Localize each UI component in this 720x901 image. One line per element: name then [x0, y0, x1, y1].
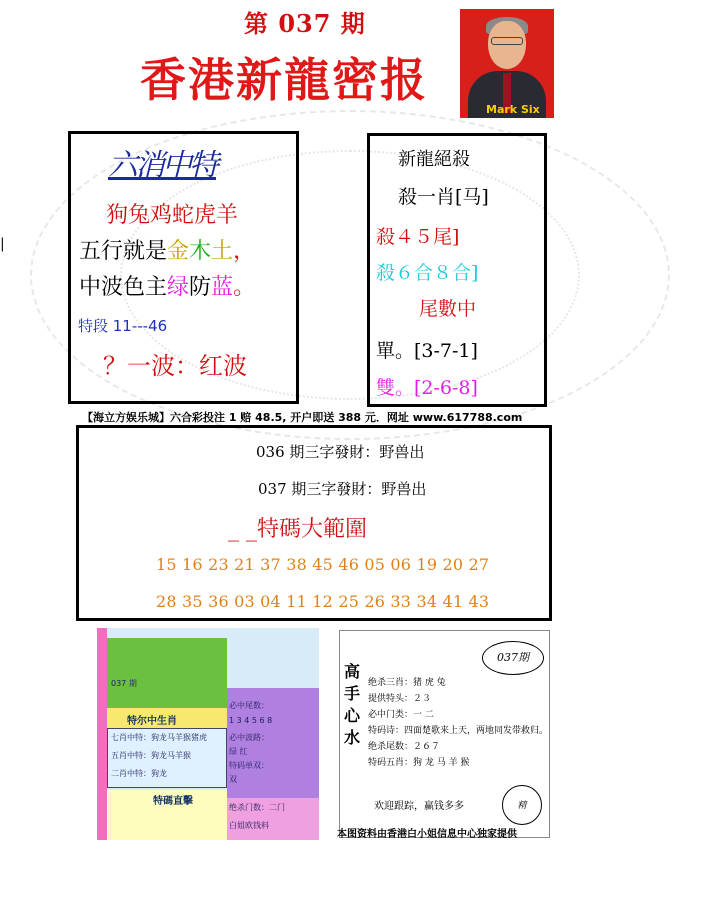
thumb-side-5: 双 — [229, 775, 237, 784]
wuxing-suffix: ， — [233, 239, 256, 264]
wuxing-prefix: 五行就是 — [79, 239, 168, 264]
thumb-row-3: 二肖中特：狗龙 — [111, 769, 167, 778]
thumb-row-1: 七肖中特：狗龙马羊猴猪虎 — [111, 733, 207, 742]
welcome-text: 欢迎跟踪，赢钱多多 — [374, 801, 464, 812]
bose-mid: 防 — [189, 275, 212, 300]
green-panel — [107, 638, 227, 708]
issue-oval: 037期 — [482, 641, 544, 675]
thumb-side-nums: 1 3 4 5 6 8 — [229, 716, 273, 725]
kill-zodiac: 殺一肖[马] — [398, 186, 489, 208]
pink-strip — [97, 628, 107, 840]
expert-vertical-title: 高手心水 — [344, 662, 361, 747]
zodiac-animals: 狗兔鸡蛇虎羊 — [106, 203, 239, 228]
tail-even: 雙。[2-6-8] — [376, 377, 478, 399]
kill-title: 新龍絕殺 — [398, 149, 470, 170]
ad-banner-text[interactable]: 【海立方娱乐城】六合彩投注 1 赔 48.5, 开户即送 388 元．网址 www.617788.com — [82, 411, 523, 424]
expert-line-2: 提供特头：２３ — [368, 694, 432, 704]
issue-037-line: 037 期三字發財：野兽出 — [258, 480, 427, 498]
expert-line-4: 特码诗：四面楚歌来上天，两地同发带救归。 — [368, 726, 549, 736]
thumb-side-7: 白姐欧钱料 — [229, 821, 269, 830]
bose-prefix: 中波色主 — [79, 275, 168, 300]
expert-line-5: 绝杀尾数：２６７ — [368, 742, 441, 752]
page-title: 香港新龍密报 — [140, 53, 428, 107]
wuxing-gold: 金 — [167, 239, 190, 264]
thumb-row-2: 五肖中特：狗龙马羊猴 — [111, 751, 191, 760]
issue-number: 第 037 期 — [244, 9, 366, 38]
source-footer: 本图资料由香港白小姐信息中心独家提供 — [337, 829, 517, 840]
expert-line-3: 必中门类：一 二 — [368, 710, 434, 720]
quality-stamp: 精 — [502, 785, 542, 825]
wave-prediction: ？一波：红波 — [103, 352, 247, 380]
thumb-side-1: 必中尾数： — [229, 701, 269, 710]
thumb-issue: 037 期 — [111, 679, 137, 688]
kill-tail: 殺４５尾] — [376, 226, 460, 248]
wuxing-wood: 木 — [189, 239, 212, 264]
tail-odd: 單。[3-7-1] — [376, 340, 478, 362]
tail-title: 尾數中 — [419, 298, 477, 320]
number-row-1: 15 16 23 21 37 38 45 46 05 06 19 20 27 — [156, 555, 490, 574]
issue-036-line: 036 期三字發財：野兽出 — [256, 443, 425, 461]
thumb-side-6: 绝杀门数：二门 — [229, 803, 285, 812]
thumb-header-2: 特碼直擊 — [153, 796, 193, 807]
portrait-glasses — [491, 37, 523, 45]
special-range: 特段 11---46 — [78, 317, 168, 335]
five-elements-line — [79, 234, 255, 265]
expert-line-1: 绝杀三肖：猪 虎 兔 — [368, 678, 446, 688]
bose-suffix: 。 — [233, 275, 256, 300]
number-row-2: 28 35 36 03 04 11 12 25 26 33 34 41 43 — [156, 592, 490, 611]
expert-line-6: 特码五肖：狗 龙 马 羊 猴 — [368, 758, 470, 768]
thumb-side-4: 特码单双： — [229, 761, 269, 770]
thumb-side-2: 必中波路： — [229, 733, 269, 742]
thumb-side-3: 绿 红 — [229, 747, 248, 756]
edge-mark: | — [0, 236, 5, 252]
thumbnail-right — [339, 630, 550, 838]
wuxing-earth: 土 — [211, 239, 234, 264]
portrait-photo — [460, 9, 554, 118]
thumb-header-1: 特尔中生肖 — [127, 716, 177, 727]
portrait-face — [488, 21, 526, 69]
kill-combo: 殺６合８合] — [376, 262, 479, 284]
marksix-logo: Mark Six — [486, 103, 540, 116]
special-range-title: _ _特碼大範圍 — [228, 517, 367, 542]
wave-color-line — [79, 270, 255, 301]
six-zodiac-headline: 六消中特 — [108, 148, 216, 183]
bose-blue: 蓝 — [211, 275, 234, 300]
thumbnail-left — [97, 628, 319, 840]
bose-green: 绿 — [167, 275, 190, 300]
